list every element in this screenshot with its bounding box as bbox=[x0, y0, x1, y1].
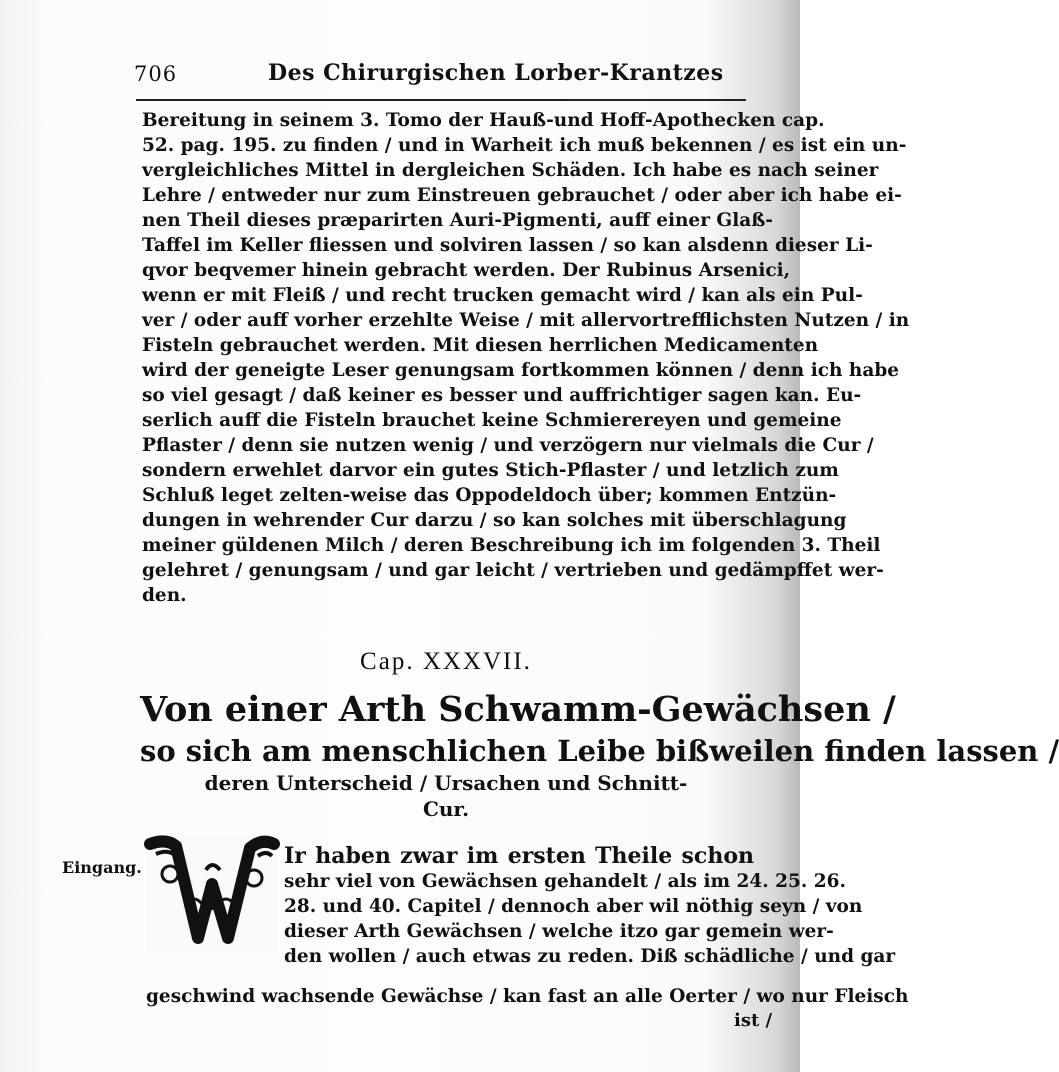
body-line: so viel gesagt / daß keiner es besser und auffrichtiger sagen kan. Eu- bbox=[142, 385, 862, 406]
svg-text:W: W bbox=[206, 942, 218, 953]
header-rule bbox=[136, 99, 746, 101]
body-line: sondern erwehlet darvor ein gutes Stich-Pflaster / und letzlich zum bbox=[142, 460, 839, 481]
margin-note: Eingang. bbox=[62, 858, 142, 877]
body-line: serlich auff die Fisteln brauchet keine Schmierereyen und gemeine bbox=[142, 410, 842, 431]
body-line: meiner güldenen Milch / deren Beschreibung ich im folgenden 3. Theil bbox=[142, 535, 881, 556]
body-line: 52. pag. 195. zu finden / und in Warheit ich muß bekennen / es ist ein un- bbox=[142, 135, 907, 156]
chapter-number: Cap. XXXVII. bbox=[360, 648, 532, 675]
body-line: nen Theil dieses præparirten Auri-Pigmenti, auff einer Glaß- bbox=[142, 210, 773, 231]
body-line: Schluß leget zelten-weise das Oppodeldoch über; kommen Entzün- bbox=[142, 485, 837, 506]
show-through-left bbox=[38, 116, 128, 156]
body-line: 28. und 40. Capitel / dennoch aber wil nöthig seyn / von bbox=[284, 896, 863, 917]
body-line: gelehret / genungsam / und gar leicht / vertrieben und gedämpffet wer- bbox=[142, 560, 884, 581]
body-line: Lehre / entweder nur zum Einstreuen gebrauchet / oder aber ich habe ei- bbox=[142, 185, 902, 206]
body-line: dungen in wehrender Cur darzu / so kan solches mit überschlagung bbox=[142, 510, 847, 531]
body-line: vergleichliches Mittel in dergleichen Schäden. Ich habe es nach seiner bbox=[142, 160, 879, 181]
body-line: Taffel im Keller fliessen und solviren lassen / so kan alsdenn dieser Li- bbox=[142, 235, 873, 256]
page-number: 706 bbox=[134, 62, 178, 86]
running-head: Des Chirurgischen Lorber-Krantzes bbox=[268, 60, 724, 86]
chapter-opening-continuation bbox=[146, 984, 909, 1009]
body-line: wenn er mit Fleiß / und recht trucken gemacht wird / kan als ein Pul- bbox=[142, 285, 863, 306]
body-paragraph bbox=[142, 108, 910, 608]
chapter-title bbox=[140, 688, 1059, 822]
chapter-title-line: deren Unterscheid / Ursachen und Schnitt- bbox=[204, 771, 688, 795]
body-line: Pflaster / denn sie nutzen wenig / und verzögern nur vielmals die Cur / bbox=[142, 435, 874, 456]
body-line: sehr viel von Gewächsen gehandelt / als im 24. 25. 26. bbox=[284, 871, 846, 892]
body-line: Bereitung in seinem 3. Tomo der Hauß-und Hoff-Apothecken cap. bbox=[142, 110, 825, 131]
body-line: geschwind wachsende Gewächse / kan fast an alle Oerter / wo nur Fleisch bbox=[146, 986, 909, 1007]
chapter-opening-paragraph bbox=[284, 843, 896, 969]
catchword: ist / bbox=[734, 1010, 773, 1031]
chapter-title-line: so sich am menschlichen Leibe bißweilen finden lassen / bbox=[140, 734, 1059, 768]
body-line: Ir haben zwar im ersten Theile schon bbox=[284, 843, 754, 869]
body-line: dieser Arth Gewächsen / welche itzo gar gemein wer- bbox=[284, 921, 834, 942]
body-line: ver / oder auff vorher erzehlte Weise / mit allervortrefflichsten Nutzen / in bbox=[142, 310, 910, 331]
body-line: Fisteln gebrauchet werden. Mit diesen herrlichen Medicamenten bbox=[142, 335, 819, 356]
body-line: qvor beqvemer hinein gebracht werden. Der Rubinus Arsenici, bbox=[142, 260, 791, 281]
chapter-title-line: Cur. bbox=[422, 797, 470, 821]
chapter-title-line: Von einer Arth Schwamm-Gewächsen / bbox=[140, 689, 896, 730]
body-line: den wollen / auch etwas zu reden. Diß schädliche / und gar bbox=[284, 946, 896, 967]
body-line: den. bbox=[142, 585, 187, 606]
body-line: wird der geneigte Leser genungsam fortkommen können / denn ich habe bbox=[142, 360, 900, 381]
decorated-initial bbox=[146, 834, 278, 954]
initial-w-ornament bbox=[146, 834, 278, 954]
